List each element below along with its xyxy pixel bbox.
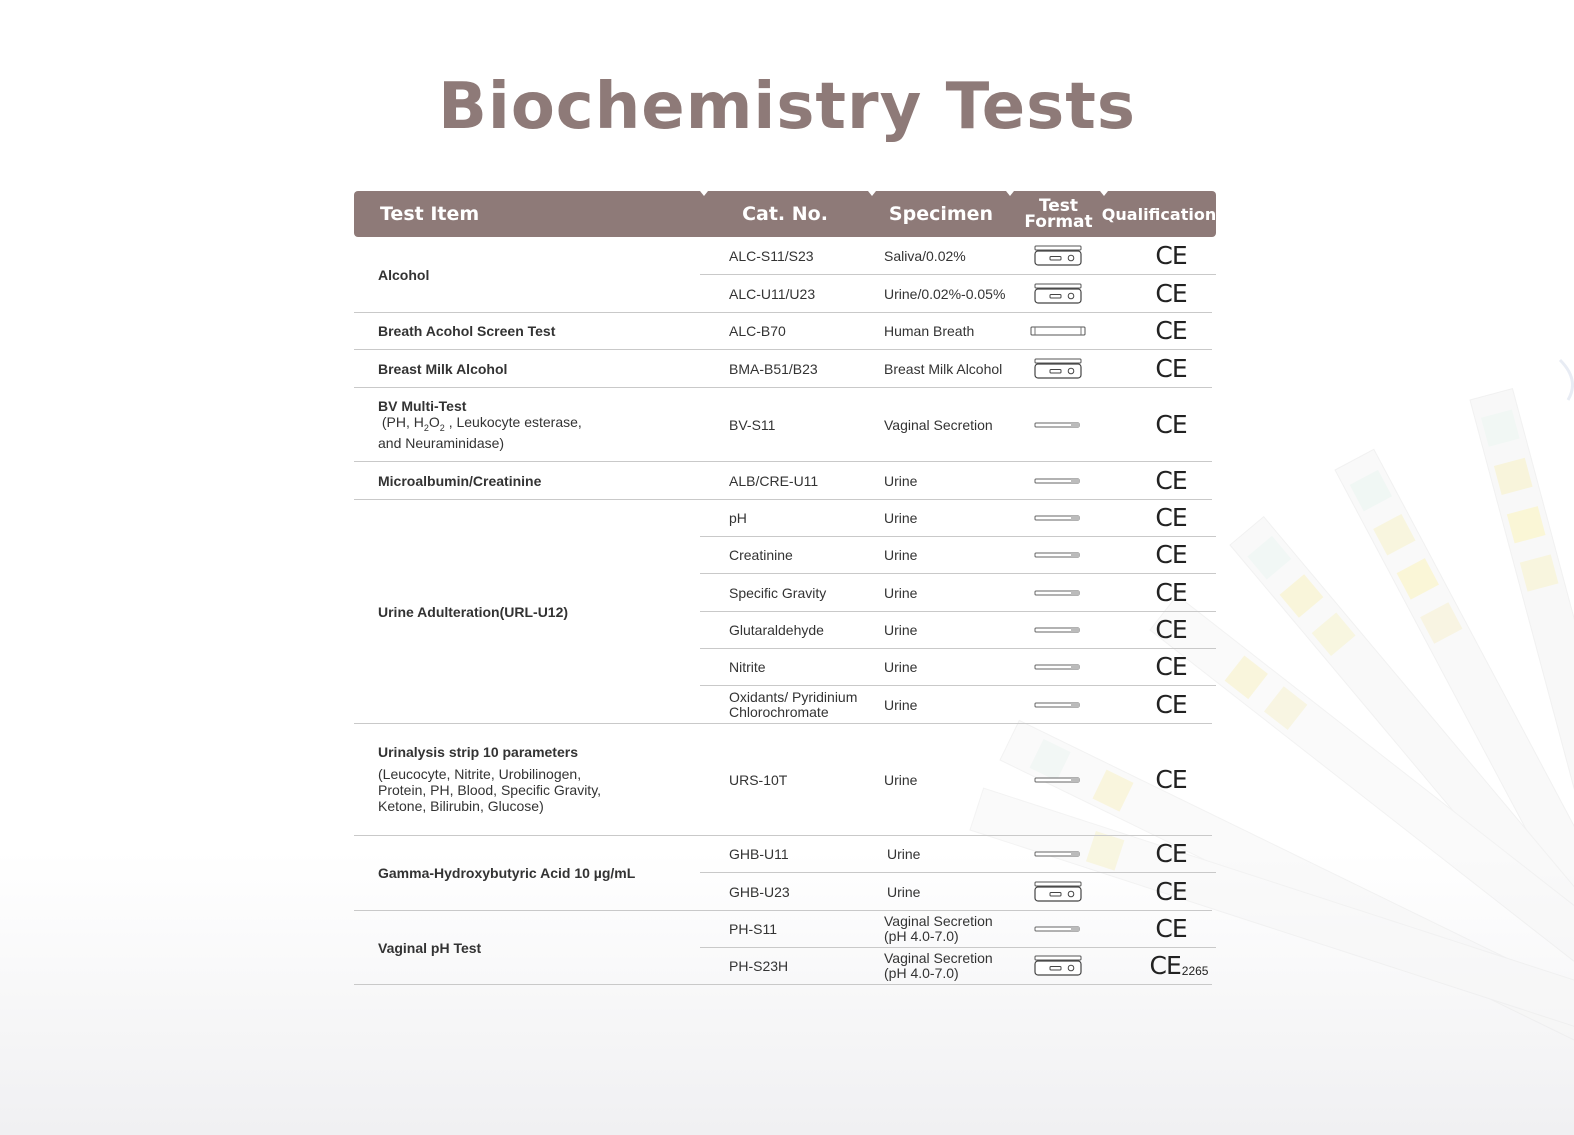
cat-no-cell (729, 686, 879, 723)
qualification-cell (1136, 574, 1206, 611)
item-ghb: Gamma-Hydroxybutyric Acid 10 µg/mL (378, 865, 636, 881)
strip-icon (1033, 626, 1083, 634)
qualification-cell (1136, 388, 1206, 461)
specimen-cell: Urine (884, 622, 918, 638)
bv-param-text: (PH, H (381, 413, 424, 430)
bv-param-text: , Leukocyte esterase, (444, 413, 582, 430)
test-format-cell (1024, 388, 1092, 461)
specimen-cell: Urine (884, 547, 918, 563)
item-breath-alcohol: Breath Acohol Screen Test (378, 323, 556, 339)
cat-no-cell: Glutaraldehyde (729, 622, 824, 638)
cassette-icon (1033, 955, 1083, 977)
test-format-cell (1024, 612, 1092, 648)
ce-mark: CE (1155, 839, 1187, 868)
specimen-cell: Urine (884, 696, 918, 713)
test-format-cell (1024, 275, 1092, 312)
cat-no-cell: BMA-B51/B23 (729, 360, 818, 377)
test-format-cell (1024, 649, 1092, 685)
specimen-cell (884, 948, 1019, 984)
strip-icon (1033, 925, 1083, 933)
cat-no-cell: Creatinine (729, 547, 793, 563)
cat-no-cell: pH (729, 510, 747, 526)
qualification-cell (1136, 350, 1206, 387)
ce-mark: CE (1155, 503, 1187, 532)
ce-mark: CE (1155, 465, 1187, 495)
item-urinalysis-strip (378, 724, 698, 834)
ce-mark: CE (1155, 876, 1187, 906)
ce-mark: CE (1155, 316, 1187, 345)
item-bv-multi-test (378, 388, 698, 461)
ce-notified-body-number: 2265 (1181, 964, 1209, 978)
cassette-icon (1033, 245, 1083, 267)
test-format-cell (1024, 836, 1092, 872)
ce-mark: CE (1155, 914, 1187, 943)
ce-mark: CE (1155, 240, 1187, 270)
qualification-cell (1136, 500, 1206, 536)
specimen-line: Vaginal Secretion (884, 950, 993, 966)
ce-mark: CE (1149, 951, 1181, 980)
ce-mark: CE (1155, 764, 1187, 794)
strip-icon (1033, 477, 1083, 485)
header-test-item: Test Item (380, 203, 480, 225)
header-test-format-line1: Test (1038, 196, 1079, 216)
bv-param-text: O (428, 413, 440, 430)
header-specimen: Specimen (888, 203, 994, 225)
test-format-cell (1024, 686, 1092, 723)
qualification-cell (1136, 873, 1206, 910)
cat-no-cell: ALC-U11/U23 (729, 285, 816, 302)
cat-no-cell: ALC-S11/S23 (729, 247, 814, 264)
item-microalbumin: Microalbumin/Creatinine (378, 472, 542, 489)
specimen-cell: Urine (887, 846, 921, 862)
cat-no-cell: PH-S11 (729, 921, 777, 937)
ce-mark: CE (1155, 615, 1187, 644)
test-format-cell (1024, 350, 1092, 387)
cat-no-cell: GHB-U11 (729, 846, 789, 862)
cat-no-cell: BV-S11 (729, 416, 776, 433)
item-bv-params (378, 414, 582, 436)
ce-mark: CE (1155, 652, 1187, 681)
specimen-cell: Urine (884, 472, 918, 489)
cassette-icon (1033, 358, 1083, 380)
qualification-cell (1136, 237, 1206, 274)
specimen-line: (pH 4.0-7.0) (884, 928, 959, 944)
breath-tube-icon (1029, 325, 1087, 337)
table-body (354, 237, 1216, 985)
cassette-icon (1033, 881, 1083, 903)
header-qualification: Qualification (1101, 204, 1217, 224)
cat-no-cell: Specific Gravity (729, 584, 827, 601)
cat-no-cell: ALB/CRE-U11 (729, 472, 819, 489)
test-format-cell (1024, 537, 1092, 573)
item-urinalysis-params-2: Protein, PH, Blood, Specific Gravity, (378, 782, 602, 798)
item-bv-params-2: and Neuraminidase) (378, 435, 505, 452)
strip-icon (1033, 850, 1083, 858)
item-bv-title: BV Multi-Test (378, 397, 467, 414)
specimen-cell: Urine (884, 659, 918, 675)
header-cat-no: Cat. No. (742, 203, 828, 225)
cat-no-cell: GHB-U23 (729, 883, 790, 900)
header-test-format (1012, 191, 1105, 237)
biochemistry-table (354, 191, 1216, 985)
test-format-cell (1024, 724, 1092, 835)
test-format-cell (1024, 873, 1092, 910)
test-format-cell (1024, 313, 1092, 349)
item-vaginal-ph: Vaginal pH Test (378, 940, 482, 956)
ce-mark: CE (1155, 409, 1187, 439)
specimen-cell: Saliva/0.02% (884, 247, 966, 264)
qualification-cell (1136, 275, 1206, 312)
test-format-cell (1024, 462, 1092, 499)
strip-icon (1033, 421, 1083, 429)
qualification-cell (1144, 948, 1214, 984)
qualification-cell (1136, 537, 1206, 573)
qualification-cell (1136, 724, 1206, 835)
specimen-line: Vaginal Secretion (884, 913, 993, 929)
specimen-cell: Urine (884, 771, 918, 788)
cassette-icon (1033, 283, 1083, 305)
ce-mark: CE (1155, 353, 1187, 383)
bv-subscript: 2 (439, 422, 445, 433)
qualification-cell (1136, 462, 1206, 499)
specimen-cell: Urine/0.02%-0.05% (884, 285, 1006, 302)
cat-no-cell: URS-10T (729, 771, 788, 788)
cat-no-cell: PH-S23H (729, 958, 789, 974)
item-urine-adulteration: Urine Adulteration(URL-U12) (378, 603, 569, 620)
qualification-cell (1136, 836, 1206, 872)
qualification-cell (1136, 911, 1206, 947)
test-format-cell (1024, 237, 1092, 274)
ce-mark: CE (1155, 278, 1187, 308)
test-format-cell (1024, 574, 1092, 611)
cat-no-cell: ALC-B70 (729, 323, 786, 339)
qualification-cell (1136, 649, 1206, 685)
strip-icon (1033, 776, 1083, 784)
item-urinalysis-params-1: (Leucocyte, Nitrite, Urobilinogen, (378, 766, 582, 782)
specimen-cell: Urine (884, 584, 918, 601)
cat-no-line: Chlorochromate (729, 703, 829, 720)
specimen-cell: Breast Milk Alcohol (884, 360, 1003, 377)
item-urinalysis-title: Urinalysis strip 10 parameters (378, 744, 578, 760)
page-title: Biochemistry Tests (438, 70, 1136, 144)
item-alcohol: Alcohol (378, 266, 430, 283)
bv-subscript: 2 (423, 422, 429, 433)
strip-icon (1033, 701, 1083, 709)
specimen-cell: Urine (887, 883, 921, 900)
test-format-cell (1024, 948, 1092, 984)
strip-icon (1033, 663, 1083, 671)
specimen-cell: Vaginal Secretion (884, 416, 993, 433)
qualification-cell (1136, 686, 1206, 723)
specimen-cell: Urine (884, 510, 918, 526)
strip-icon (1033, 514, 1083, 522)
header-test-format-line2: Format (1024, 212, 1093, 232)
strip-icon (1033, 551, 1083, 559)
qualification-cell (1136, 313, 1206, 349)
test-format-cell (1024, 500, 1092, 536)
group-divider (354, 984, 1212, 985)
ce-mark: CE (1155, 689, 1187, 719)
strip-icon (1033, 589, 1083, 597)
qualification-cell (1136, 612, 1206, 648)
table-header (354, 191, 1216, 237)
specimen-line: (pH 4.0-7.0) (884, 965, 959, 981)
test-format-cell (1024, 911, 1092, 947)
specimen-cell (884, 911, 1019, 947)
ce-mark: CE (1155, 540, 1187, 569)
item-urinalysis-params-3: Ketone, Bilirubin, Glucose) (378, 798, 544, 814)
ce-mark: CE (1155, 577, 1187, 607)
item-breast-milk-alcohol: Breast Milk Alcohol (378, 360, 508, 377)
specimen-cell: Human Breath (884, 323, 975, 339)
cat-no-cell: Nitrite (729, 659, 766, 675)
cat-no-line: Oxidants/ Pyridinium (729, 688, 858, 705)
